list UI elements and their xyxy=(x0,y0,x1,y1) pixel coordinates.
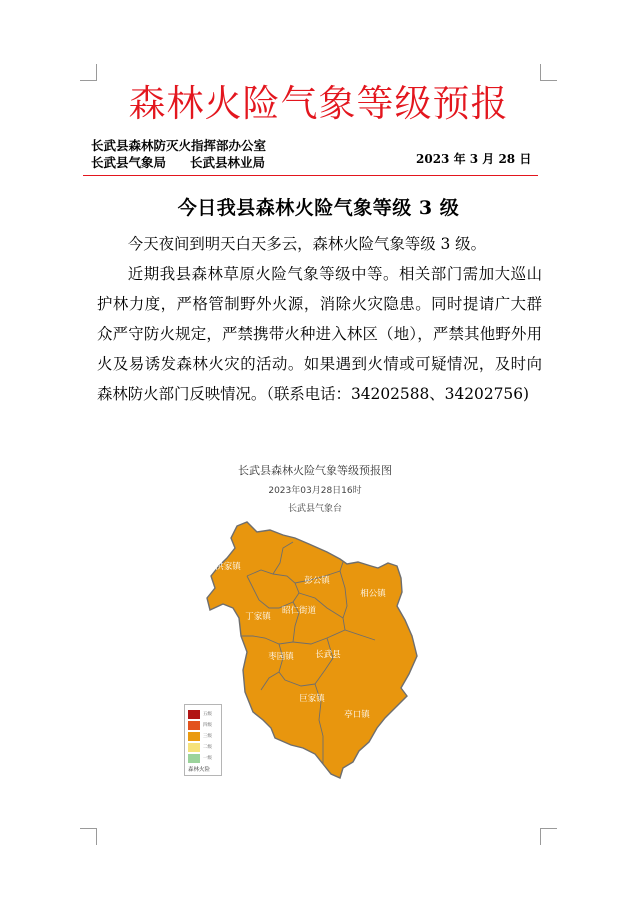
legend-swatch xyxy=(188,721,200,730)
issuer-line-2 xyxy=(91,155,265,171)
forecast-body xyxy=(97,229,542,409)
header-divider xyxy=(83,175,538,176)
legend-item xyxy=(188,731,218,741)
page-corner-mark-top-left xyxy=(80,64,97,81)
legend-label: 二级 xyxy=(203,745,212,750)
legend-label: 三级 xyxy=(203,734,212,739)
legend-item xyxy=(188,742,218,752)
town-label: 丁家镇 xyxy=(245,612,271,622)
map-legend xyxy=(184,704,222,776)
town-label: 彭公镇 xyxy=(304,576,330,586)
map-issue-time: 2023年03月28日16时 xyxy=(268,486,362,496)
issuer-meteorology: 长武县气象局 xyxy=(91,155,167,170)
issuer-line-1: 长武县森林防灭火指挥部办公室 xyxy=(91,138,267,153)
issuer-forestry: 长武县林业局 xyxy=(190,155,266,170)
legend-swatch xyxy=(188,754,200,763)
issue-date: 2023 年 3 月 28 日 xyxy=(416,152,532,166)
paragraph-forecast: 今天夜间到明天白天多云，森林火险气象等级 3 级。 xyxy=(127,235,486,253)
paragraph-advisory: 近期我县森林草原火险气象等级中等。相关部门需加大巡山护林力度，严格管制野外火源，消除火灾隐患。同时提请广大群众严守防火规定，严禁携带火种进入林区（地），严禁其他野外用火及易诱发森林火灾的活动。如果遇到火情或可疑情况，及时向森林防火部门反映情况。（联系电话：34202588、34202756) xyxy=(97,265,542,403)
page-corner-mark-top-right xyxy=(540,64,557,81)
legend-label: 一级 xyxy=(203,756,212,761)
town-label: 亭口镇 xyxy=(344,710,370,720)
town-label: 相公镇 xyxy=(360,589,386,599)
map-title: 长武县森林火险气象等级预报图 xyxy=(238,464,392,477)
fire-risk-map xyxy=(175,458,455,788)
town-label: 长武县 xyxy=(315,650,341,660)
page-corner-mark-bottom-left xyxy=(80,828,97,845)
town-label: 洪家镇 xyxy=(215,562,241,572)
document-title: 森林火险气象等级预报 xyxy=(128,82,509,125)
legend-title: 森林火险 xyxy=(188,767,211,773)
legend-item xyxy=(188,720,218,730)
town-label: 巨家镇 xyxy=(299,694,325,704)
legend-item xyxy=(188,709,218,719)
forecast-headline: 今日我县森林火险气象等级 3 级 xyxy=(177,197,460,219)
legend-label: 四级 xyxy=(203,723,212,728)
legend-label: 五级 xyxy=(203,712,212,717)
map-source: 长武县气象台 xyxy=(287,504,342,514)
legend-swatch xyxy=(188,710,200,719)
legend-swatch xyxy=(188,732,200,741)
page-corner-mark-bottom-right xyxy=(540,828,557,845)
legend-item xyxy=(188,753,218,763)
county-area xyxy=(207,522,417,778)
town-label: 昭仁街道 xyxy=(281,606,317,616)
legend-swatch xyxy=(188,743,200,752)
town-label: 枣园镇 xyxy=(268,652,294,662)
